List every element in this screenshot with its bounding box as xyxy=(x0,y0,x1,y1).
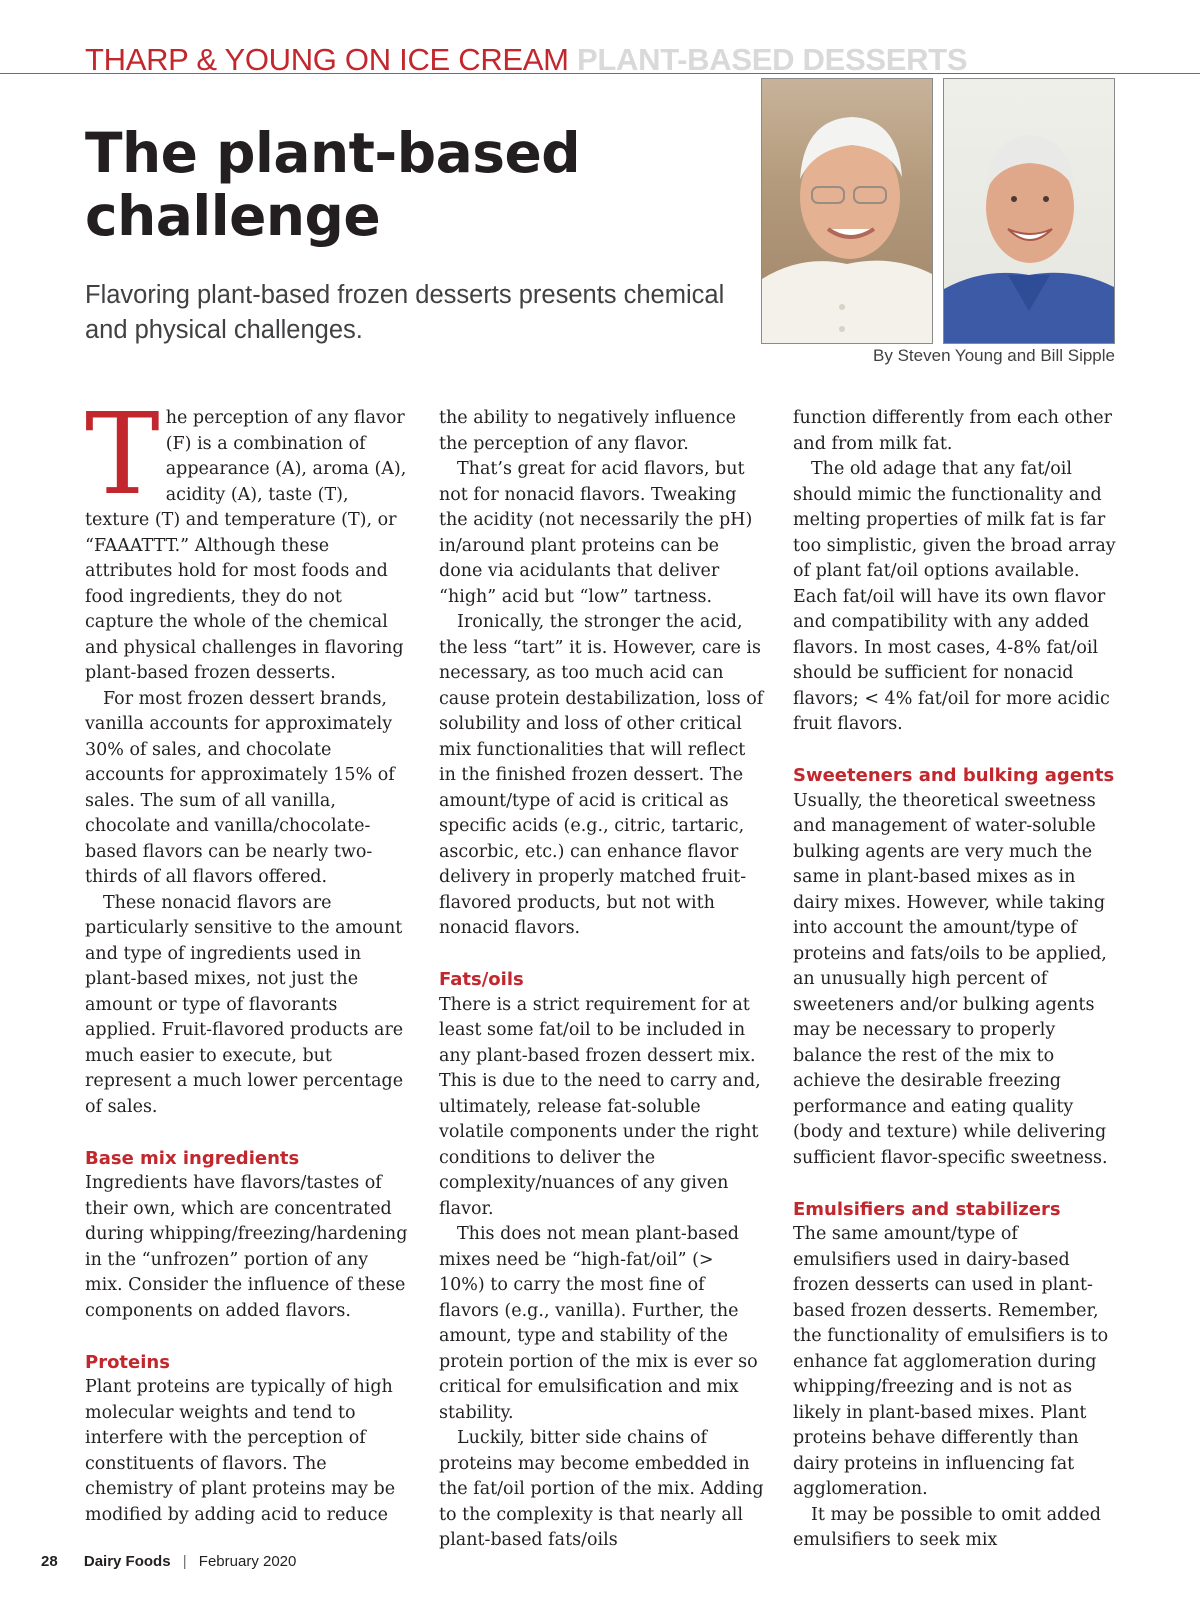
paragraph: Usually, the theoretical sweetness and management of water-soluble bulking agents are very much the same in plant-based mixes as in dairy mixes. However, while taking into account the amount/type of proteins and fats/oils to be applied, an unusually high percent of sweeteners and/or bulking agents may be necessary to properly balance the rest of the mix to achieve the desirable freezing performance and eating quality (body and texture) while delivering sufficient flavor-specific sweetness. xyxy=(793,790,1108,1168)
article-deck: Flavoring plant-based frozen desserts presents chemical and physical challenges. xyxy=(85,281,725,344)
subhead-base-mix-ingredients: Base mix ingredients xyxy=(85,1147,300,1169)
paragraph: the ability to negatively influence the perception of any flavor. xyxy=(439,408,737,454)
subhead-proteins: Proteins xyxy=(85,1351,170,1373)
lead-paragraph xyxy=(85,390,410,687)
paragraph: It may be possible to omit added emulsifiers to seek mix xyxy=(793,1504,1101,1550)
article-column-3 xyxy=(793,406,1118,1554)
subhead-sweeteners-bulking-agents: Sweeteners and bulking agents xyxy=(793,765,1115,786)
section-subtitle: PLANT-BASED DESSERTS xyxy=(577,42,968,77)
paragraph: Plant proteins are typically of high molecular weights and tend to interfere with the perception of constituents of flavors. The chemistry of plant proteins may be modified by adding acid to reduce xyxy=(85,1377,396,1525)
byline: By Steven Young and Bill Sipple xyxy=(873,346,1115,365)
subhead-emulsifiers-stabilizers: Emulsifiers and stabilizers xyxy=(793,1198,1061,1220)
paragraph: Luckily, bitter side chains of proteins may become embedded in the fat/oil portion of the mix. Adding to the complexity is that nearly all plant-based fats/oils xyxy=(439,1428,764,1550)
article-title: The plant-based challenge xyxy=(85,121,581,248)
paragraph: For most frozen dessert brands, vanilla accounts for approximately 30% of sales, and chocolate accounts for approximately 15% of sales. The sum of all vanilla, chocolate and vanilla/chocolate-based flavors can be nearly two-thirds of all flavors offered. xyxy=(85,688,395,887)
lead-paragraph-text: he perception of any flavor (F) is a combination of appearance (A), aroma (A), acidity (A), taste (T), texture (T) and temperature (T), or “FAAATTT.” Although these attributes hold for most foods and food ingredients, they do not capture the whole of the chemical and physical challenges in flavoring plant-based frozen desserts. xyxy=(85,408,407,683)
paragraph: The same amount/type of emulsifiers used in dairy-based frozen desserts can used in plant-based frozen desserts. Remember, the functionality of emulsifiers is to enhance fat agglomeration during whipping/freezing and is not as likely in plant-based mixes. Plant proteins behave differently than dairy proteins in influencing fat agglomeration. xyxy=(793,1224,1109,1499)
section-title: THARP & YOUNG ON ICE CREAM xyxy=(85,42,569,77)
issue-date: February 2020 xyxy=(198,1553,297,1570)
author-photo-bill-sipple xyxy=(943,78,1115,344)
paragraph: This does not mean plant-based mixes need be “high-fat/oil” (> 10%) to carry the most fine of flavors (e.g., vanilla). Further, the amount, type and stability of the protein portion of the mix is ever so critical for emulsification and mix stability. xyxy=(439,1224,758,1423)
article-column-1 xyxy=(85,390,410,1528)
paragraph: These nonacid flavors are particularly sensitive to the amount and type of ingredients used in plant-based mixes, not just the amount or type of flavorants applied. Fruit-flavored products are much easier to execute, but represent a much lower percentage of sales. xyxy=(85,892,404,1117)
section-header xyxy=(85,40,967,80)
page-number: 28 xyxy=(41,1553,58,1570)
paragraph: There is a strict requirement for at least some fat/oil to be included in any plant-based frozen dessert mix. This is due to the need to carry and, ultimately, release fat-soluble volatile components under the right conditions to deliver the complexity/nuances of any given flavor. xyxy=(439,994,761,1219)
footer-separator: | xyxy=(182,1553,187,1570)
article-column-2 xyxy=(439,406,764,1554)
page-footer xyxy=(41,1553,296,1570)
paragraph: Ingredients have flavors/tastes of their own, which are concentrated during whipping/freezing/hardening in the “unfrozen” portion of any mix. Consider the influence of these components on added flavors. xyxy=(85,1173,408,1321)
author-photo-steven-young xyxy=(761,78,933,344)
paragraph: That’s great for acid flavors, but not for nonacid flavors. Tweaking the acidity (not necessarily the pH) in/around plant proteins can be done via acidulants that deliver “high” acid but “low” tartness. xyxy=(439,459,753,607)
paragraph: function differently from each other and from milk fat. xyxy=(793,408,1112,454)
paragraph: Ironically, the stronger the acid, the less “tart” it is. However, care is necessary, as too much acid can cause protein destabilization, loss of solubility and loss of other critical mix functionalities that will reflect in the finished frozen dessert. The amount/type of acid is critical as specific acids (e.g., citric, tartaric, ascorbic, etc.) can enhance flavor delivery in properly matched fruit-flavored products, but not with nonacid flavors. xyxy=(439,612,764,938)
magazine-name: Dairy Foods xyxy=(83,1553,171,1570)
subhead-fats-oils: Fats/oils xyxy=(439,969,524,990)
drop-cap: T xyxy=(85,390,160,520)
paragraph: The old adage that any fat/oil should mimic the functionality and melting properties of milk fat is far too simplistic, given the broad array of plant fat/oil options available. Each fat/oil will have its own flavor and compatibility with any added flavors. In most cases, 4-8% fat/oil should be sufficient for nonacid flavors; < 4% fat/oil for more acidic fruit flavors. xyxy=(793,459,1116,734)
